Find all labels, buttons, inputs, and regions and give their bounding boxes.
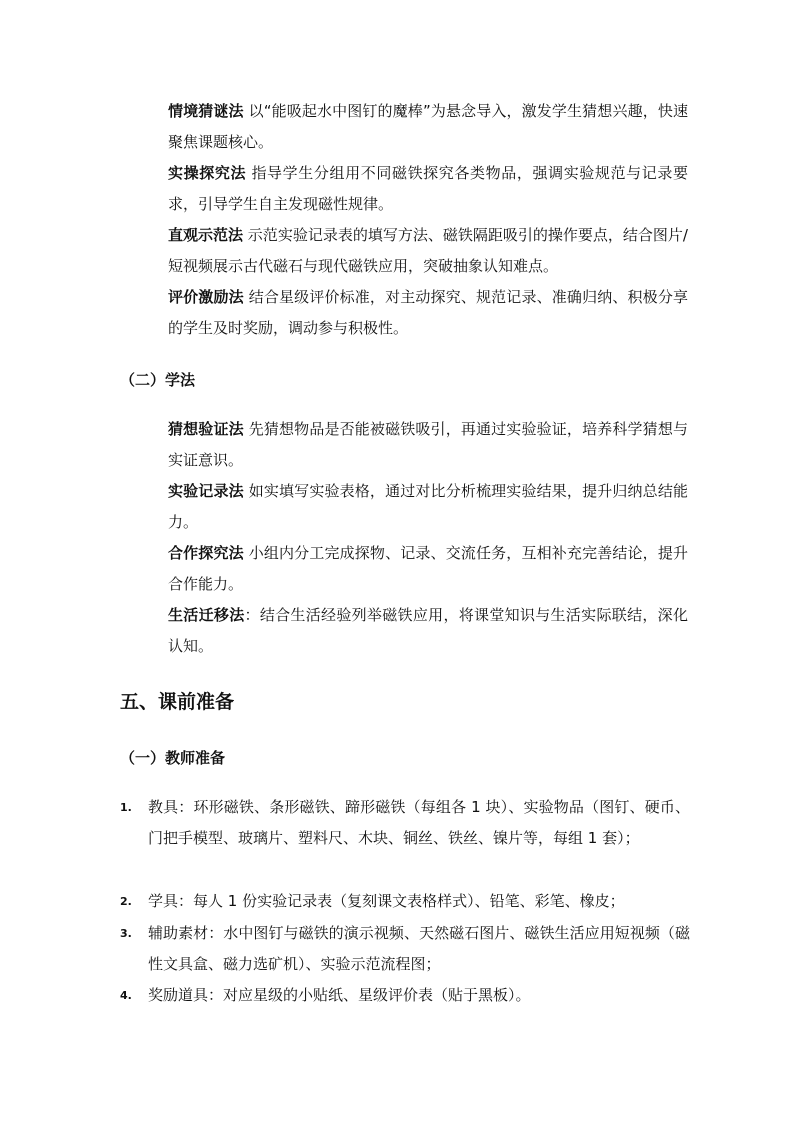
method-term: 实验记录法 [168, 482, 244, 500]
method-life-transfer [168, 600, 688, 662]
method-term: 情境猜谜法 [168, 102, 244, 120]
method-text: 以“能吸起水中图钉的魔棒”为悬念导入，激发学生猜想兴趣，快速聚焦课题核心。 [168, 102, 688, 151]
method-text: 示范实验记录表的填写方法、磁铁隔距吸引的操作要点，结合图片/短视频展示古代磁石与现代磁铁应用，突破抽象认知难点。 [168, 226, 688, 275]
method-term: 评价激励法 [168, 288, 244, 306]
list-number: 4. [120, 989, 132, 1002]
section-title: 五、课前准备 [120, 691, 235, 713]
method-hands-on-inquiry [168, 158, 688, 220]
method-text: 结合星级评价标准，对主动探究、规范记录、准确归纳、积极分享的学生及时奖励，调动参与积极性。 [168, 288, 688, 337]
method-guess-verify [168, 414, 688, 476]
method-text: 指导学生分组用不同磁铁探究各类物品，强调实验规范与记录要求，引导学生自主发现磁性规律。 [168, 164, 688, 213]
list-text: 学具：每人 1 份实验记录表（复刻课文表格样式）、铅笔、彩笔、橡皮； [148, 892, 625, 910]
method-text: 小组内分工完成探物、记录、交流任务，互相补充完善结论，提升合作能力。 [168, 544, 688, 593]
teacher-prep-heading: （一）教师准备 [120, 749, 226, 767]
method-cooperative-inquiry [168, 538, 688, 600]
learning-methods-heading: （二）学法 [120, 371, 196, 389]
method-visual-demonstration [168, 220, 688, 282]
method-term: 生活迁移法 [168, 606, 245, 624]
list-number: 2. [120, 895, 132, 908]
list-number: 1. [120, 801, 132, 814]
method-term: 合作探究法 [168, 544, 244, 562]
method-text: ：结合生活经验列举磁铁应用，将课堂知识与生活实际联结，深化认知。 [168, 606, 688, 655]
list-text: 教具：环形磁铁、条形磁铁、蹄形磁铁（每组各 1 块）、实验物品（图钉、硬币、门把手模型、玻璃片、塑料尺、木块、铜丝、铁丝、镍片等，每组 1 套）； [148, 798, 690, 847]
list-text: 辅助素材：水中图钉与磁铁的演示视频、天然磁石图片、磁铁生活应用短视频（磁性文具盒、磁力选矿机）、实验示范流程图； [148, 924, 690, 973]
method-situational-riddle [168, 96, 688, 158]
method-experiment-record [168, 476, 688, 538]
list-text: 奖励道具：对应星级的小贴纸、星级评价表（贴于黑板）。 [148, 986, 531, 1004]
list-number: 3. [120, 927, 132, 940]
method-term: 猜想验证法 [168, 420, 244, 438]
method-term: 实操探究法 [168, 164, 247, 182]
method-evaluation-incentive [168, 282, 688, 344]
method-term: 直观示范法 [168, 226, 244, 244]
method-text: 如实填写实验表格，通过对比分析梳理实验结果，提升归纳总结能力。 [168, 482, 688, 531]
method-text: 先猜想物品是否能被磁铁吸引，再通过实验验证，培养科学猜想与实证意识。 [168, 420, 688, 469]
